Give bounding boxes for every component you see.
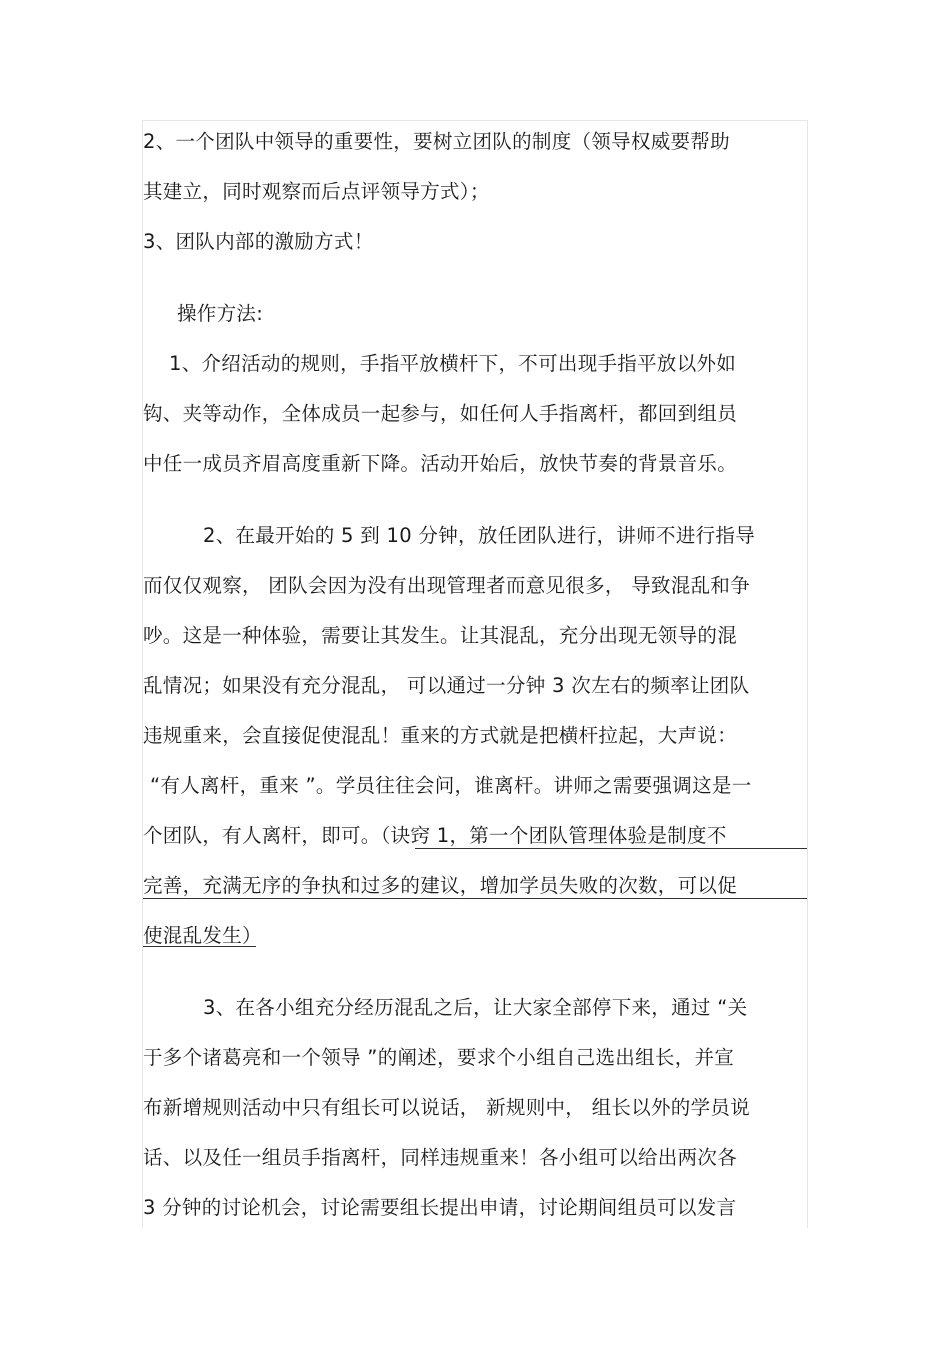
text-line: 2、在最开始的 5 到 10 分钟，放任团队进行，讲师不进行指导 <box>203 524 756 547</box>
text-line: 2、一个团队中领导的重要性，要树立团队的制度（领导权威要帮助 <box>143 130 730 153</box>
section-heading: 操作方法: <box>177 302 264 325</box>
text-line: 1、介绍活动的规则，手指平放横杆下，不可出现手指平放以外如 <box>169 352 737 375</box>
text-line: 其建立，同时观察而后点评领导方式）； <box>143 180 490 203</box>
text-line: 乱情况；如果没有充分混乱， 可以通过一分钟 3 次左右的频率让团队 <box>143 674 750 697</box>
text-line: “有人离杆，重来 ”。学员往往会问，谁离杆。讲师之需要强调这是一 <box>150 774 752 797</box>
text-line: 布新增规则活动中只有组长可以说话， 新规则中， 组长以外的学员说 <box>143 1096 750 1119</box>
page-border-top <box>142 120 808 121</box>
text-line: 钩、夹等动作，全体成员一起参与，如任何人手指离杆，都回到组员 <box>143 402 738 425</box>
text-line: 中任一成员齐眉高度重新下降。活动开始后，放快节奏的背景音乐。 <box>143 452 738 475</box>
text-line: 3 分钟的讨论机会，讨论需要组长提出申请，讨论期间组员可以发言 <box>143 1196 737 1219</box>
text-line: 使混乱发生） <box>143 924 262 947</box>
tip-underline <box>143 898 807 899</box>
text-line: 违规重来，会直接促使混乱！重来的方式就是把横杆拉起，大声说： <box>143 724 738 747</box>
text-line: 吵。这是一种体验，需要让其发生。让其混乱，充分出现无领导的混 <box>143 624 738 647</box>
text-line: 话、以及任一组员手指离杆，同样违规重来！各小组可以给出两次各 <box>143 1146 738 1169</box>
page-border-right <box>807 120 808 1228</box>
text-line: 完善，充满无序的争执和过多的建议，增加学员失败的次数，可以促 <box>143 874 738 897</box>
text-line: 3、在各小组充分经历混乱之后，让大家全部停下来，通过 “关 <box>203 996 748 1019</box>
text-line: 于多个诸葛亮和一个领导 ”的阐述，要求个小组自己选出组长，并宣 <box>143 1046 735 1069</box>
text-line: 个团队，有人离杆，即可。（诀窍 1，第一个团队管理体验是制度不 <box>143 824 727 847</box>
text-line: 而仅仅观察， 团队会因为没有出现管理者而意见很多， 导致混乱和争 <box>143 574 750 597</box>
text-line: 3、团队内部的激励方式！ <box>143 230 374 253</box>
tip-underline <box>415 848 807 849</box>
tip-underline <box>143 946 256 947</box>
